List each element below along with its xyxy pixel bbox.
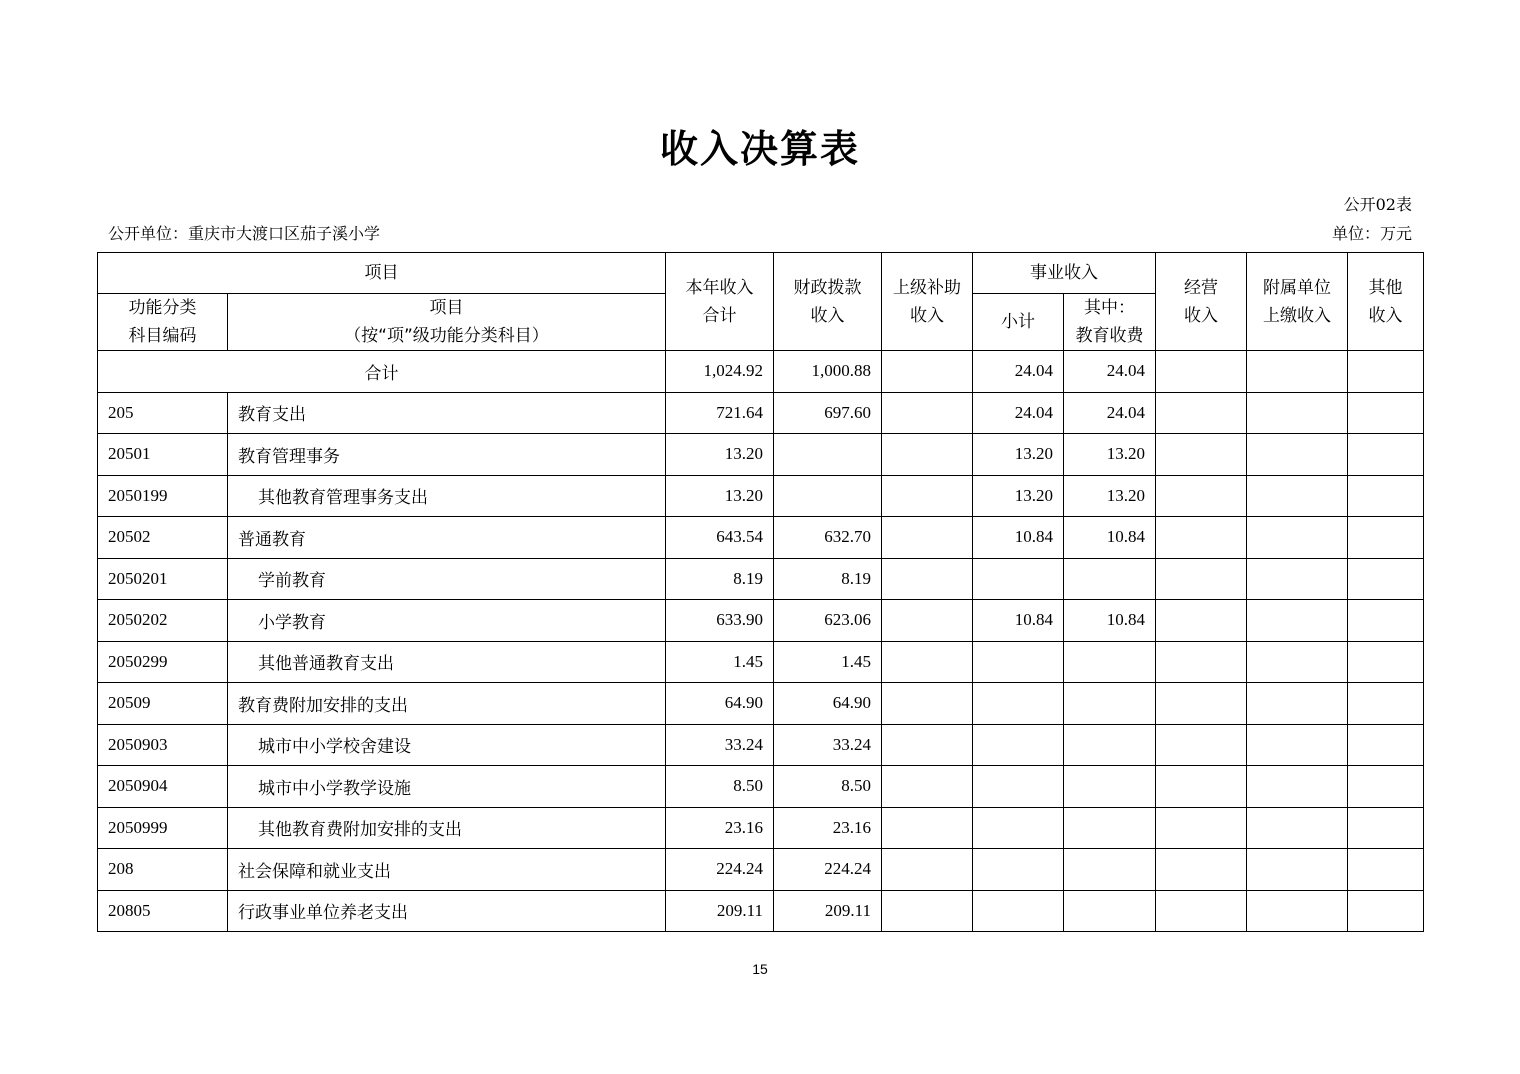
row-cell-upper (882, 807, 973, 849)
row-cell-upper (882, 517, 973, 559)
header-item-line1: 项目 (429, 298, 464, 318)
row-cell-subtotal (973, 724, 1064, 766)
row-cell-total: 23.16 (666, 807, 774, 849)
row-cell-affiliate (1247, 434, 1348, 476)
row-cell-total: 64.90 (666, 683, 774, 725)
income-table (97, 252, 1424, 932)
total-row (98, 351, 1424, 393)
row-code: 2050202 (98, 600, 228, 642)
row-cell-fiscal: 1.45 (774, 641, 882, 683)
row-cell-subtotal: 10.84 (973, 600, 1064, 642)
row-cell-subtotal (973, 849, 1064, 891)
header-total (666, 253, 774, 351)
header-operating (1156, 253, 1247, 351)
row-cell-fiscal: 224.24 (774, 849, 882, 891)
row-code: 2050904 (98, 766, 228, 808)
row-cell-affiliate (1247, 683, 1348, 725)
row-cell-edu-fee (1064, 641, 1156, 683)
row-cell-subtotal: 13.20 (973, 475, 1064, 517)
header-edu-fee-line2: 教育收费 (1075, 326, 1144, 346)
row-cell-affiliate (1247, 766, 1348, 808)
page-number: 15 (752, 961, 768, 977)
table-row (98, 724, 1424, 766)
row-cell-affiliate (1247, 890, 1348, 932)
row-cell-upper (882, 890, 973, 932)
row-cell-total: 1.45 (666, 641, 774, 683)
table-row (98, 766, 1424, 808)
row-cell-total: 209.11 (666, 890, 774, 932)
header-total-line2: 合计 (702, 305, 737, 326)
row-cell-upper (882, 724, 973, 766)
header-fiscal-line1: 财政拨款 (793, 277, 862, 298)
row-cell-edu-fee: 10.84 (1064, 517, 1156, 559)
currency-unit: 单位：万元 (1331, 224, 1412, 243)
row-cell-affiliate (1247, 558, 1348, 600)
row-name: 城市中小学教学设施 (228, 766, 666, 808)
row-cell-other (1348, 517, 1424, 559)
header-fiscal-line2: 收入 (810, 305, 845, 326)
header-code-line1: 功能分类 (128, 298, 197, 318)
row-cell-total: 224.24 (666, 849, 774, 891)
row-cell-other (1348, 890, 1424, 932)
header-operating-line2: 收入 (1184, 305, 1218, 326)
header-upper-line1: 上级补助 (893, 277, 961, 298)
row-cell-upper (882, 600, 973, 642)
row-name: 教育管理事务 (228, 434, 666, 476)
row-cell-operating (1156, 766, 1247, 808)
row-name: 教育支出 (228, 392, 666, 434)
row-cell-other (1348, 849, 1424, 891)
total-cell-affiliate (1247, 351, 1348, 393)
row-cell-upper (882, 558, 973, 600)
row-code: 208 (98, 849, 228, 891)
table-row (98, 434, 1424, 476)
row-cell-operating (1156, 849, 1247, 891)
row-cell-subtotal: 10.84 (973, 517, 1064, 559)
row-cell-total: 8.50 (666, 766, 774, 808)
row-code: 2050201 (98, 558, 228, 600)
total-cell-other (1348, 351, 1424, 393)
row-name: 其他教育费附加安排的支出 (228, 807, 666, 849)
row-cell-subtotal (973, 558, 1064, 600)
table-row (98, 600, 1424, 642)
header-item (228, 294, 666, 351)
row-cell-edu-fee: 10.84 (1064, 600, 1156, 642)
row-cell-total: 8.19 (666, 558, 774, 600)
row-cell-upper (882, 849, 973, 891)
header-edu-fee-line1: 其中： (1084, 298, 1135, 318)
row-code: 2050999 (98, 807, 228, 849)
row-cell-edu-fee (1064, 766, 1156, 808)
row-cell-other (1348, 434, 1424, 476)
header-edu-fee (1064, 294, 1156, 351)
row-cell-upper (882, 392, 973, 434)
row-name: 城市中小学校舍建设 (228, 724, 666, 766)
row-cell-total: 721.64 (666, 392, 774, 434)
row-cell-fiscal: 33.24 (774, 724, 882, 766)
header-affiliate-line1: 附属单位 (1263, 277, 1331, 298)
header-upper-line2: 收入 (910, 305, 944, 326)
row-name: 普通教育 (228, 517, 666, 559)
row-cell-fiscal: 23.16 (774, 807, 882, 849)
header-other-line1: 其他 (1368, 277, 1403, 298)
table-row (98, 641, 1424, 683)
row-cell-other (1348, 807, 1424, 849)
row-cell-edu-fee (1064, 807, 1156, 849)
row-cell-operating (1156, 434, 1247, 476)
row-cell-affiliate (1247, 849, 1348, 891)
row-code: 2050299 (98, 641, 228, 683)
row-cell-operating (1156, 392, 1247, 434)
row-cell-upper (882, 475, 973, 517)
table-body (98, 351, 1424, 932)
header-subtotal: 小计 (973, 294, 1064, 351)
row-cell-edu-fee: 13.20 (1064, 434, 1156, 476)
table-row (98, 475, 1424, 517)
row-cell-subtotal: 13.20 (973, 434, 1064, 476)
row-cell-upper (882, 641, 973, 683)
row-cell-fiscal: 8.50 (774, 766, 882, 808)
row-cell-affiliate (1247, 641, 1348, 683)
row-cell-edu-fee (1064, 890, 1156, 932)
row-cell-operating (1156, 890, 1247, 932)
row-cell-fiscal (774, 434, 882, 476)
table-row (98, 517, 1424, 559)
total-cell-operating (1156, 351, 1247, 393)
row-cell-other (1348, 641, 1424, 683)
row-cell-affiliate (1247, 807, 1348, 849)
total-cell-total: 1,024.92 (666, 351, 774, 393)
table-row (98, 392, 1424, 434)
row-cell-affiliate (1247, 517, 1348, 559)
row-cell-fiscal (774, 475, 882, 517)
header-affiliate-line2: 上缴收入 (1263, 305, 1331, 326)
row-name: 其他教育管理事务支出 (228, 475, 666, 517)
row-cell-fiscal: 632.70 (774, 517, 882, 559)
row-name: 行政事业单位养老支出 (228, 890, 666, 932)
row-name: 其他普通教育支出 (228, 641, 666, 683)
header-fiscal (774, 253, 882, 351)
row-cell-fiscal: 209.11 (774, 890, 882, 932)
row-cell-operating (1156, 641, 1247, 683)
row-cell-operating (1156, 558, 1247, 600)
row-cell-operating (1156, 600, 1247, 642)
row-cell-subtotal (973, 890, 1064, 932)
row-cell-other (1348, 558, 1424, 600)
table-row (98, 558, 1424, 600)
row-cell-subtotal (973, 641, 1064, 683)
page-title: 收入决算表 (659, 127, 860, 171)
header-project: 项目 (98, 253, 666, 294)
row-cell-edu-fee: 24.04 (1064, 392, 1156, 434)
row-cell-fiscal: 8.19 (774, 558, 882, 600)
row-cell-edu-fee: 13.20 (1064, 475, 1156, 517)
total-cell-subtotal: 24.04 (973, 351, 1064, 393)
reporting-unit: 公开单位：重庆市大渡口区茄子溪小学 (108, 224, 381, 243)
row-cell-operating (1156, 517, 1247, 559)
row-cell-operating (1156, 475, 1247, 517)
row-cell-edu-fee (1064, 724, 1156, 766)
row-cell-upper (882, 683, 973, 725)
row-cell-total: 633.90 (666, 600, 774, 642)
row-cell-total: 13.20 (666, 475, 774, 517)
header-upper (882, 253, 973, 351)
row-code: 2050199 (98, 475, 228, 517)
row-cell-upper (882, 434, 973, 476)
table-row (98, 849, 1424, 891)
row-code: 20502 (98, 517, 228, 559)
row-cell-fiscal: 697.60 (774, 392, 882, 434)
row-cell-other (1348, 766, 1424, 808)
row-cell-operating (1156, 683, 1247, 725)
header-affiliate (1247, 253, 1348, 351)
row-code: 20805 (98, 890, 228, 932)
total-cell-edu-fee: 24.04 (1064, 351, 1156, 393)
row-name: 教育费附加安排的支出 (228, 683, 666, 725)
row-cell-affiliate (1247, 392, 1348, 434)
row-cell-edu-fee (1064, 558, 1156, 600)
table-row (98, 683, 1424, 725)
header-code-line2: 科目编码 (128, 326, 197, 346)
row-code: 205 (98, 392, 228, 434)
row-cell-affiliate (1247, 475, 1348, 517)
row-code: 20509 (98, 683, 228, 725)
row-cell-other (1348, 392, 1424, 434)
header-other-line2: 收入 (1368, 305, 1403, 326)
row-cell-subtotal: 24.04 (973, 392, 1064, 434)
row-code: 20501 (98, 434, 228, 476)
row-name: 小学教育 (228, 600, 666, 642)
header-other (1348, 253, 1424, 351)
row-cell-other (1348, 475, 1424, 517)
row-cell-operating (1156, 724, 1247, 766)
row-cell-subtotal (973, 766, 1064, 808)
row-cell-upper (882, 766, 973, 808)
row-cell-other (1348, 683, 1424, 725)
row-cell-other (1348, 724, 1424, 766)
row-cell-total: 33.24 (666, 724, 774, 766)
row-cell-operating (1156, 807, 1247, 849)
row-cell-total: 643.54 (666, 517, 774, 559)
header-career: 事业收入 (973, 253, 1156, 294)
row-name: 学前教育 (228, 558, 666, 600)
header-total-line1: 本年收入 (685, 277, 754, 298)
row-cell-edu-fee (1064, 849, 1156, 891)
row-cell-affiliate (1247, 600, 1348, 642)
row-name: 社会保障和就业支出 (228, 849, 666, 891)
header-code (98, 294, 228, 351)
form-number: 公开02表 (1343, 195, 1412, 214)
header-operating-line1: 经营 (1184, 277, 1218, 298)
row-cell-subtotal (973, 683, 1064, 725)
row-cell-fiscal: 64.90 (774, 683, 882, 725)
row-code: 2050903 (98, 724, 228, 766)
total-cell-upper (882, 351, 973, 393)
row-cell-fiscal: 623.06 (774, 600, 882, 642)
table-row (98, 807, 1424, 849)
row-cell-other (1348, 600, 1424, 642)
table-row (98, 890, 1424, 932)
row-cell-edu-fee (1064, 683, 1156, 725)
row-cell-total: 13.20 (666, 434, 774, 476)
row-cell-subtotal (973, 807, 1064, 849)
total-cell-fiscal: 1,000.88 (774, 351, 882, 393)
row-cell-affiliate (1247, 724, 1348, 766)
header-item-line2: （按“项”级功能分类科目） (344, 326, 549, 346)
total-label: 合计 (98, 351, 666, 393)
